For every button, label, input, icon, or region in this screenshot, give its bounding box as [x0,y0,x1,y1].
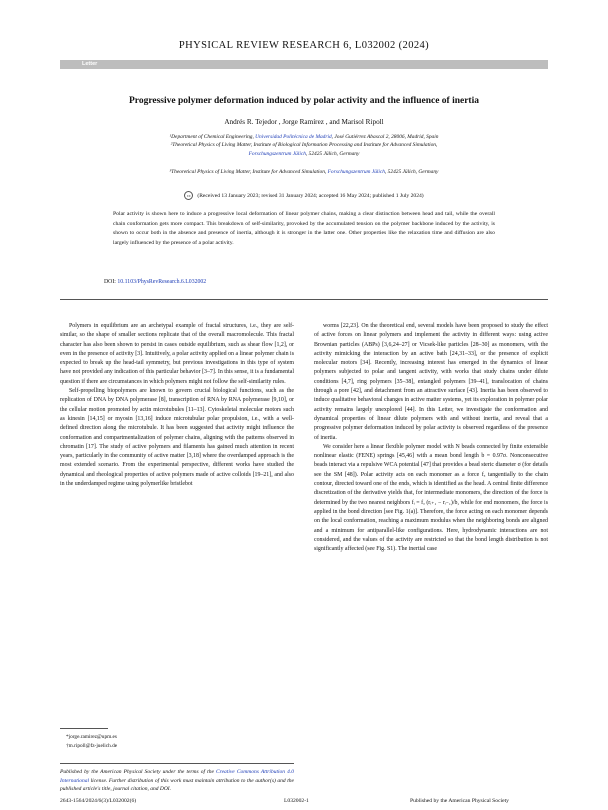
footnotes [60,733,294,750]
affiliation-3: ³Theoretical Physics of Living Matter, Institute for Advanced Simulation, Forschungszentrum Jülich, 52425 Jülich, Germany [169,169,439,175]
author-list [60,118,548,126]
cc-license-icon: cc [184,191,193,200]
footnote-email[interactable]: *jorge.ramirez@upm.es [66,734,117,740]
left-column [60,322,294,489]
footnote-email[interactable]: †m.ripoll@fz-juelich.de [66,742,118,749]
license-rule [60,763,294,764]
footer-publisher: Published by the American Physical Society [410,798,509,804]
license-note: Published by the American Physical Society under the terms of the Creative Commons Attribution 4.0 International license. Further distribution of this work must maintain attribution to the author(s) and the published article's title, journal citation, and DOI. [60,769,295,793]
affiliation-link[interactable]: Forschungszentrum Jülich [248,150,306,157]
journal-header: PHYSICAL REVIEW RESEARCH 6, L032002 (2024) [178,40,430,51]
paragraph: Self-propelling biopolymers are known to govern crucial biological functions, such as the replication of DNA by DNA polymerase [8], transcription of RNA by RNA polymerase [9,10], or the cellular motion promoted by actin microtubules [11–13]. Cytoskeletal molecular motors such as kinesin [14,15] or myosin [13,16] induce microtubular polar propulsion, i.e., with a well-defined direction along the microtubule. It has been suggested that activity might influence the conformation and compartmentalization of polymer chains, aligning with the patterns observed in chromatin [17]. The study of active polymers and filaments has gained much attention in recent years, particularly in the community of active matter [3,18] where the overdamped approach is the most extended scenario. From the experimental perspective, different works have studied the dynamical and rheological properties of active polymers made of active colloids [19–21], and also in the underdamped regime using polymerlike bristlebot [60,388,294,488]
footer-issn: 2643-1564/2024/6(3)/L032002(6) [60,798,137,804]
section-bar [60,60,548,69]
authors-text: Andrés R. Tejedor , Jorge Ramírez , and Marisol Ripoll [224,118,384,126]
affiliation-2: ²Theoretical Physics of Living Matter, Institute of Biological Information Processing and Institute for Advanced Simulation, Forschungszentrum Jülich, 52425 Jülich, Germany [170,142,438,157]
doi-link[interactable]: 10.1103/PhysRevResearch.6.L032002 [117,279,207,285]
affiliation-link[interactable]: Forschungszentrum Jülich [327,169,385,175]
section-tag: Letter [82,61,98,67]
right-column [314,322,548,554]
paper-title: Progressive polymer deformation induced by polar activity and the influence of inertia [129,96,479,106]
doi-line: DOI: 10.1103/PhysRevResearch.6.L032002 [104,279,207,285]
paragraph: We consider here a linear flexible polymer model with N beads connected by finite extensible nonlinear elastic (FENE) springs [45,46] with a mean bond length b = 0.97σ. Nonconsecutive beads interact via a repulsive WCA potential [47] that provides a bead steric diameter σ (for details see the SM [48]). Polar activity acts on each monomer as a force fₐ tangentially to the chain contour, directed toward one of the ends, which is identified as the head. A central finite difference discretization of the derivative yields that, for intermediate monomers, the direction of the force is determined by the two nearest neighbors fᵢ = fₐ (rᵢ₊₁ − rᵢ₋₁)/b, while for end monomers, the force is applied in the bond direction [see Fig. 1(a)]. Therefore, the force acting on each monomer depends on the local conformation, reaching a maximum modulus when the neighboring bonds are aligned and a minimum for antiparallel-like configurations. Here, hydrodynamic interactions are not considered, and the values of the activity are restricted so that the bond length distribution is not significantly affected (see Fig. S1). The inertial case [314,443,548,553]
footer-page: L032002-1 [284,798,309,804]
abstract: Polar activity is shown here to induce a progressive local deformation of linear polymer chains, making a clear distinction between head and tail, while the overall chain conformation gets more compact. This breakdown of self-similarity, provoked by the accumulated tension on the polymer backbone induced by the activity, is shown to occur both in the absence and presence of inertia, although it is stronger in the latter one. Other properties like the relaxation time and diffusion are also largely influenced by the presence of a polar activity. [113,211,495,246]
affiliation-1: ¹Department of Chemical Engineering, Universidad Politécnica de Madrid, José Gutiérrez Abascal 2, 28006, Madrid, Spain [169,134,439,140]
license-link[interactable]: Creative Commons Attribution 4.0 International [60,769,295,784]
dates-line: cc (Received 13 January 2023; revised 31 January 2024; accepted 16 May 2024; published 1 July 2024) [60,191,548,200]
divider [60,299,548,300]
paragraph: Polymers in equilibrium are an archetypal example of fractal structures, i.e., they are self-similar, so the shape of smaller sections replicate that of the overall macromolecule. This fractal character has also been shown to persist in cases outside equilibrium, such as shear flow [1,2], or even in the presence of activity [3]. Intuitively, a polar activity applied on a linear polymer chain is expected to break up the head-tail symmetry, but previous investigations in this type of system have not provided any indication of this particular behavior [3–7]. In this sense, it is a fundamental question if there are circumstances in which polymers might not follow the self-similarity rules. [60,323,294,385]
affiliation-link[interactable]: Universidad Politécnica de Madrid [255,134,332,140]
paragraph: worms [22,23]. On the theoretical end, several models have been proposed to study the effect of active forces on linear polymers and implement the activity in different ways: using active Brownian particles (ABPs) [3,6,24–27] or Vicsek-like particles [28–30] as monomers, with the activity mimicking the interaction by an active bath [24,31–33], or the presence of explicit molecular motors [34]. Recently, increasing interest has emerged in the dynamics of linear polymers subjected to polar and tangent activity, with works that study chains under dilute conditions [4,7], ring polymers [35–38], entangled polymers [39–41], translocation of chains through a pore [42], and detachment from an attractive surface [43]. Inertia has been observed to induce qualitative behavioral changes in active matter systems, yet its exploration in polymer polar activity remains largely unexplored [44]. In this Letter, we investigate the conformation and dynamical properties of linear dilute polymers with and without inertia, and reveal that a progressive polymer deformation induced by polar activity is observed regardless of the presence of inertia. [314,323,548,441]
footnote-rule [60,728,108,729]
